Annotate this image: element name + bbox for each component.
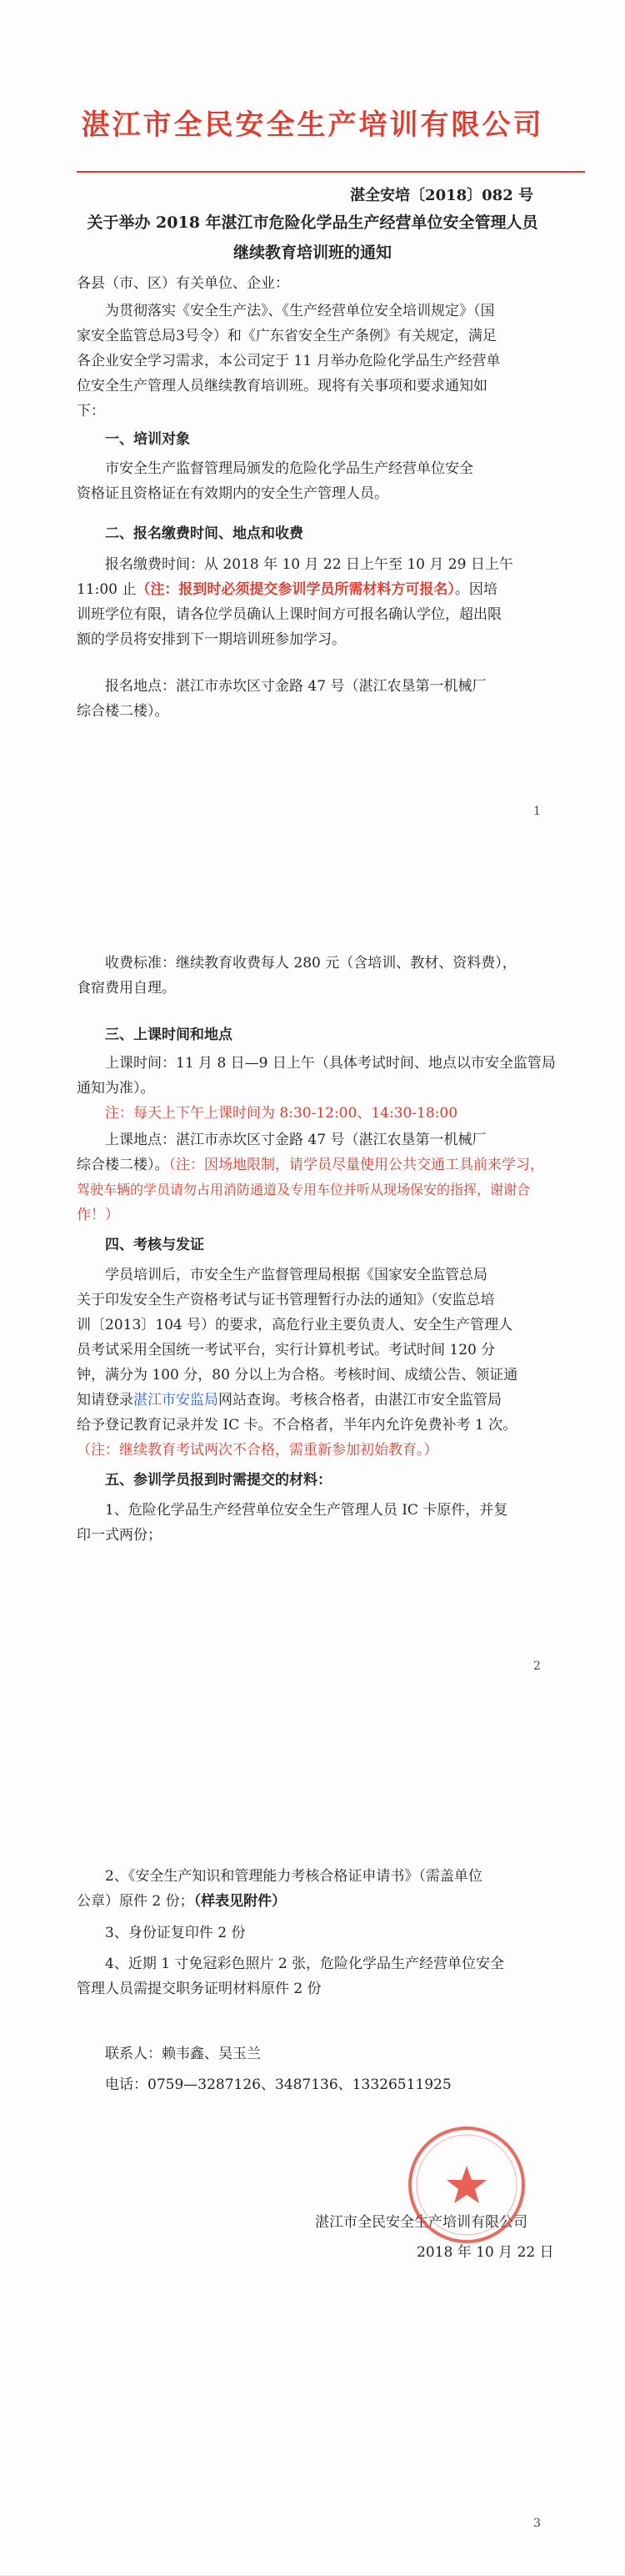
registration-time-line: 报名缴费时间：从 2018 年 10 月 22 日上午至 10 月 29 日上午 [105,556,513,573]
signature-company: 湛江市全民安全生产培训有限公司 [315,2214,528,2231]
materials-line: 1、危险化学品生产经营单位安全生产管理人员 IC 卡原件，并复 [105,1502,508,1519]
header-divider [77,171,585,173]
materials-text: 公章）原件 2 份； [77,1893,194,1910]
assessment-line: 钟，满分为 100 分，80 分以上为合格。考核时间、成绩公告、领证通 [77,1367,518,1383]
company-header: 湛江市全民安全生产培训有限公司 [81,108,544,142]
section-3-heading: 三、上课时间和地点 [105,1027,232,1043]
registration-place-line: 综合楼二楼）。 [77,703,169,720]
intro-line: 位安全生产管理人员继续教育培训班。现将有关事项和要求通知如 [77,378,488,394]
salutation: 各县（市、区）有关单位、企业： [77,275,289,292]
assessment-line: 员考试采用全国统一考试平台，实行计算机考试。考试时间 120 分 [77,1342,496,1358]
section-3-time [77,1051,577,1126]
assessment-line-website [77,1388,577,1413]
assessment-text: 知请登录 [77,1392,133,1409]
retake-note: （注：继续教育考试两次不合格，需重新参加初始教育。） [77,1442,438,1459]
parking-note-line: 驾驶车辆的学员请勿占用消防通道及专用车位并听从现场保安的指挥，谢谢合 [77,1182,531,1198]
materials-line: 印一式两份； [77,1527,162,1544]
registration-note: （注：报到时必须提交参训学员所需材料方可报名） [136,581,455,598]
registration-time-line-2 [77,577,577,602]
class-place-line-2 [77,1152,585,1178]
materials-line: 管理人员需提交职务证明材料原件 2 份 [77,1981,322,1997]
intro-line: 为贯彻落实《安全生产法》、《生产经营单位安全培训规定》（国 [105,303,495,319]
section-2-time [77,552,577,652]
document-number: 湛全安培〔2018〕082 号 [350,187,533,204]
section-3-place [77,1127,585,1228]
section-2-heading: 二、报名缴费时间、地点和收费 [105,525,303,542]
registration-text: 。因培 [454,581,498,598]
notice-title-line-2: 继续教育培训班的通知 [232,244,392,262]
materials-line: 2、《安全生产知识和管理能力考核合格证申请书》（需盖单位 [105,1868,482,1885]
registration-deadline: 11:00 止 [77,581,137,598]
fee-line: 收费标准：继续教育收费每人 280 元（含培训、教材、资料费）， [105,955,517,972]
registration-time-line: 训班学位有限，请各位学员确认上课时间方可报名确认学位，超出限 [77,606,502,623]
class-time-line: 上课时间：11 月 8 日—9 日上午（具体考试时间、地点以市安全监管局 [105,1055,556,1072]
assessment-line: 学员培训后，市安全生产监督管理局根据《国家安全监管总局 [105,1267,488,1283]
sample-form-note: （样表见附件） [193,1893,287,1910]
section-1-heading: 一、培训对象 [105,431,190,448]
intro-line: 下： [77,403,105,419]
website-link[interactable]: 湛江市安监局 [133,1392,218,1409]
class-time-line: 通知为准）。 [77,1080,155,1097]
registration-time-line: 额的学员将安排到下一期培训班参加学习。 [77,631,346,648]
page-2 [0,859,625,1719]
section-2-place [77,674,577,724]
section-4-heading: 四、考核与发证 [105,1237,204,1253]
class-place-line: 上课地点：湛江市赤坎区寸金路 47 号（湛江农垦第一机械厂 [105,1132,487,1148]
page-number: 2 [533,1660,541,1673]
intro-line: 家安全监管总局3号令）和《广东省安全生产条例》有关规定，满足 [77,328,497,344]
page-number: 3 [533,2517,541,2530]
intro-paragraph [77,299,560,424]
materials-item-2 [77,1864,577,1914]
parking-note: （注：因场地限制，请学员尽量使用公共交通工具前来学习， [168,1157,544,1173]
materials-line: 4、近期 1 寸免冠彩色照片 2 张，危险化学品生产经营单位安全 [105,1956,505,1972]
notice-title-line-1: 关于举办 2018 年湛江市危险化学品生产经营单位安全管理人员 [87,213,538,232]
section-1-line: 资格证且资格证在有效期内的安全生产管理人员。 [77,485,388,502]
intro-line: 各企业安全学习需求，本公司定于 11 月举办危险化学品生产经营单 [77,353,501,369]
section-1-body [77,456,568,506]
class-hours-note: 注：每天上下午上课时间为 8:30-12:00、14:30-18:00 [105,1105,458,1122]
assessment-line: 给予登记教育记录并发 IC 卡。不合格者，半年内允许免费补考 1 次。 [77,1417,518,1434]
class-place-text: 综合楼二楼）。 [77,1157,169,1173]
page-3 [0,1718,625,2576]
signature-date: 2018 年 10 月 22 日 [417,2244,554,2261]
contact-person: 联系人：赖韦鑫、吴玉兰 [105,2046,261,2062]
section-4-body [77,1263,577,1463]
page-1 [0,0,625,860]
materials-item-1 [77,1498,577,1548]
section-1-line: 市安全生产监督管理局颁发的危险化学品生产经营单位安全 [105,460,473,477]
materials-item-3: 3、身份证复印件 2 份 [105,1925,246,1941]
fee-standard [77,951,577,1001]
section-5-heading: 五、参训学员报到时需提交的材料： [105,1472,332,1489]
assessment-line: 训〔2013〕104 号）的要求，高危行业主要负责人、安全生产管理人 [77,1317,513,1333]
registration-place-line: 报名地点：湛江市赤坎区寸金路 47 号（湛江农垦第一机械厂 [105,678,487,695]
fee-line: 食宿费用自理。 [77,980,176,997]
materials-line-2 [77,1889,577,1914]
contact-phone: 电话：0759—3287126、3487136、13326511925 [105,2076,452,2093]
parking-note-line: 作！） [77,1207,119,1223]
assessment-line: 关于印发安全生产资格考试与证书管理暂行办法的通知》（安监总培 [77,1292,495,1308]
assessment-text: 网站查询。考核合格者，由湛江市安全监管局 [218,1392,502,1409]
official-seal-icon [404,2122,529,2247]
page-number: 1 [533,805,541,818]
materials-item-4 [77,1951,577,2001]
